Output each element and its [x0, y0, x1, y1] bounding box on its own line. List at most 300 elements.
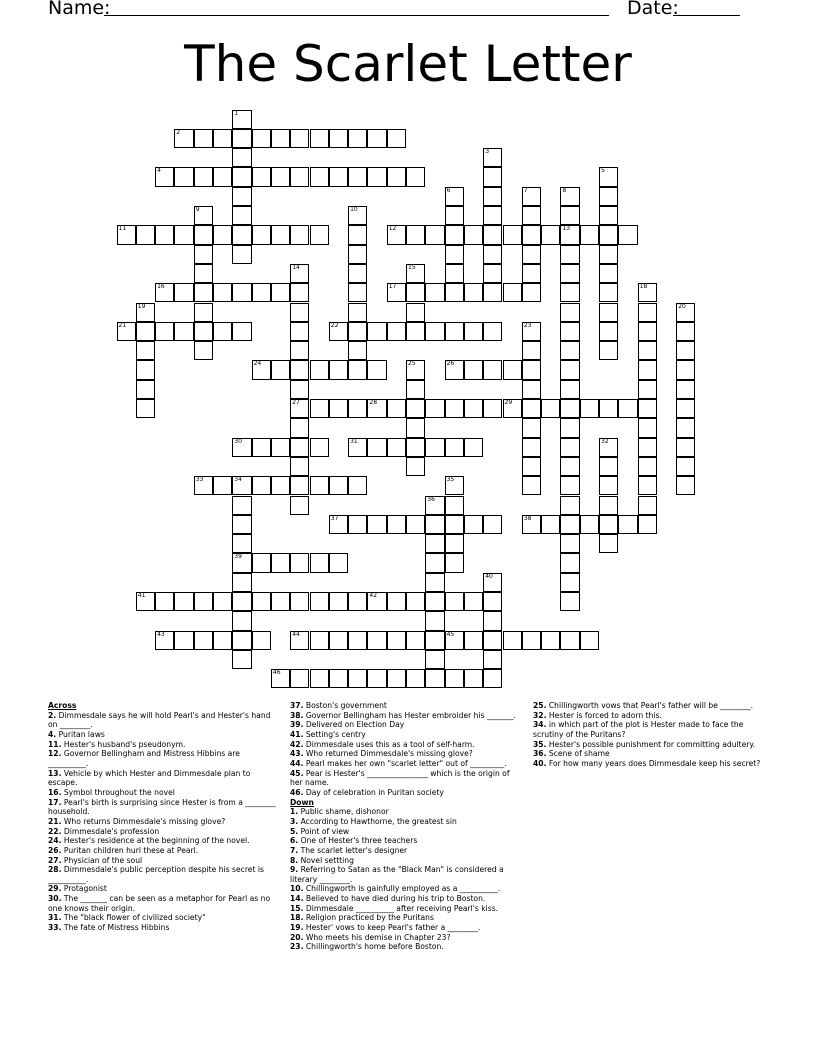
grid-cell[interactable]: [599, 457, 618, 476]
grid-cell[interactable]: [406, 264, 425, 283]
grid-cell[interactable]: [252, 438, 271, 457]
grid-cell[interactable]: [290, 225, 309, 244]
grid-cell[interactable]: [638, 496, 657, 515]
grid-cell[interactable]: [310, 399, 329, 418]
grid-cell[interactable]: [329, 322, 348, 341]
grid-cell[interactable]: [232, 245, 251, 264]
grid-cell[interactable]: [638, 418, 657, 437]
grid-cell[interactable]: [599, 245, 618, 264]
grid-cell[interactable]: [329, 553, 348, 572]
grid-cell[interactable]: [367, 399, 386, 418]
grid-cell[interactable]: [232, 167, 251, 186]
grid-cell[interactable]: [638, 283, 657, 302]
grid-cell[interactable]: [252, 360, 271, 379]
grid-cell[interactable]: [599, 341, 618, 360]
grid-cell[interactable]: [271, 476, 290, 495]
grid-cell[interactable]: [541, 515, 560, 534]
grid-cell[interactable]: [136, 225, 155, 244]
grid-cell[interactable]: [464, 631, 483, 650]
grid-cell[interactable]: [522, 476, 541, 495]
grid-cell[interactable]: [464, 515, 483, 534]
grid-cell[interactable]: [425, 283, 444, 302]
grid-cell[interactable]: [541, 399, 560, 418]
grid-cell[interactable]: [425, 534, 444, 553]
grid-cell[interactable]: [348, 303, 367, 322]
grid-cell[interactable]: [310, 553, 329, 572]
grid-cell[interactable]: [367, 438, 386, 457]
grid-cell[interactable]: [560, 553, 579, 572]
grid-cell[interactable]: [194, 592, 213, 611]
grid-cell[interactable]: [406, 225, 425, 244]
grid-cell[interactable]: [232, 592, 251, 611]
grid-cell[interactable]: [348, 669, 367, 688]
grid-cell[interactable]: [387, 129, 406, 148]
grid-cell[interactable]: [599, 322, 618, 341]
grid-cell[interactable]: [522, 206, 541, 225]
grid-cell[interactable]: [310, 631, 329, 650]
grid-cell[interactable]: [560, 438, 579, 457]
grid-cell[interactable]: [638, 322, 657, 341]
grid-cell[interactable]: [194, 476, 213, 495]
grid-cell[interactable]: [425, 438, 444, 457]
grid-cell[interactable]: [387, 592, 406, 611]
grid-cell[interactable]: [348, 341, 367, 360]
grid-cell[interactable]: [445, 264, 464, 283]
grid-cell[interactable]: [213, 631, 232, 650]
grid-cell[interactable]: [445, 515, 464, 534]
grid-cell[interactable]: [271, 129, 290, 148]
grid-cell[interactable]: [618, 225, 637, 244]
grid-cell[interactable]: [232, 631, 251, 650]
grid-cell[interactable]: [580, 225, 599, 244]
grid-cell[interactable]: [483, 360, 502, 379]
grid-cell[interactable]: [194, 245, 213, 264]
grid-cell[interactable]: [560, 245, 579, 264]
grid-cell[interactable]: [271, 360, 290, 379]
grid-cell[interactable]: [387, 515, 406, 534]
grid-cell[interactable]: [232, 129, 251, 148]
grid-cell[interactable]: [348, 245, 367, 264]
grid-cell[interactable]: [676, 457, 695, 476]
grid-cell[interactable]: [406, 167, 425, 186]
grid-cell[interactable]: [310, 669, 329, 688]
grid-cell[interactable]: [232, 148, 251, 167]
grid-cell[interactable]: [599, 399, 618, 418]
grid-cell[interactable]: [310, 167, 329, 186]
grid-cell[interactable]: [290, 303, 309, 322]
grid-cell[interactable]: [155, 631, 174, 650]
grid-cell[interactable]: [367, 669, 386, 688]
grid-cell[interactable]: [290, 322, 309, 341]
grid-cell[interactable]: [676, 418, 695, 437]
grid-cell[interactable]: [136, 341, 155, 360]
grid-cell[interactable]: [560, 476, 579, 495]
grid-cell[interactable]: [483, 245, 502, 264]
grid-cell[interactable]: [483, 515, 502, 534]
grid-cell[interactable]: [367, 631, 386, 650]
grid-cell[interactable]: [348, 399, 367, 418]
grid-cell[interactable]: [445, 283, 464, 302]
grid-cell[interactable]: [329, 592, 348, 611]
grid-cell[interactable]: [174, 322, 193, 341]
grid-cell[interactable]: [522, 225, 541, 244]
grid-cell[interactable]: [348, 283, 367, 302]
grid-cell[interactable]: [348, 129, 367, 148]
grid-cell[interactable]: [213, 322, 232, 341]
grid-cell[interactable]: [599, 476, 618, 495]
grid-cell[interactable]: [638, 360, 657, 379]
grid-cell[interactable]: [522, 187, 541, 206]
grid-cell[interactable]: [155, 167, 174, 186]
grid-cell[interactable]: [271, 553, 290, 572]
grid-cell[interactable]: [252, 592, 271, 611]
grid-cell[interactable]: [252, 631, 271, 650]
grid-cell[interactable]: [445, 187, 464, 206]
grid-cell[interactable]: [348, 476, 367, 495]
grid-cell[interactable]: [445, 360, 464, 379]
grid-cell[interactable]: [290, 592, 309, 611]
grid-cell[interactable]: [560, 225, 579, 244]
grid-cell[interactable]: [445, 496, 464, 515]
grid-cell[interactable]: [310, 360, 329, 379]
grid-cell[interactable]: [387, 669, 406, 688]
grid-cell[interactable]: [618, 515, 637, 534]
grid-cell[interactable]: [136, 380, 155, 399]
grid-cell[interactable]: [367, 129, 386, 148]
grid-cell[interactable]: [213, 225, 232, 244]
grid-cell[interactable]: [560, 573, 579, 592]
grid-cell[interactable]: [367, 167, 386, 186]
grid-cell[interactable]: [194, 631, 213, 650]
grid-cell[interactable]: [290, 129, 309, 148]
grid-cell[interactable]: [483, 206, 502, 225]
grid-cell[interactable]: [522, 360, 541, 379]
grid-cell[interactable]: [213, 592, 232, 611]
grid-cell[interactable]: [387, 399, 406, 418]
grid-cell[interactable]: [310, 438, 329, 457]
grid-cell[interactable]: [271, 225, 290, 244]
grid-cell[interactable]: [599, 264, 618, 283]
grid-cell[interactable]: [464, 360, 483, 379]
grid-cell[interactable]: [406, 631, 425, 650]
grid-cell[interactable]: [194, 303, 213, 322]
grid-cell[interactable]: [194, 264, 213, 283]
grid-cell[interactable]: [290, 669, 309, 688]
grid-cell[interactable]: [136, 360, 155, 379]
grid-cell[interactable]: [290, 341, 309, 360]
grid-cell[interactable]: [483, 322, 502, 341]
grid-cell[interactable]: [329, 631, 348, 650]
grid-cell[interactable]: [580, 399, 599, 418]
grid-cell[interactable]: [464, 438, 483, 457]
grid-cell[interactable]: [445, 225, 464, 244]
grid-cell[interactable]: [348, 167, 367, 186]
grid-cell[interactable]: [329, 515, 348, 534]
grid-cell[interactable]: [638, 457, 657, 476]
grid-cell[interactable]: [271, 283, 290, 302]
grid-cell[interactable]: [310, 225, 329, 244]
grid-cell[interactable]: [348, 438, 367, 457]
grid-cell[interactable]: [290, 418, 309, 437]
grid-cell[interactable]: [348, 206, 367, 225]
grid-cell[interactable]: [252, 553, 271, 572]
grid-cell[interactable]: [290, 496, 309, 515]
grid-cell[interactable]: [387, 322, 406, 341]
grid-cell[interactable]: [483, 650, 502, 669]
grid-cell[interactable]: [290, 380, 309, 399]
grid-cell[interactable]: [676, 380, 695, 399]
grid-cell[interactable]: [425, 631, 444, 650]
grid-cell[interactable]: [232, 515, 251, 534]
grid-cell[interactable]: [464, 399, 483, 418]
grid-cell[interactable]: [638, 438, 657, 457]
grid-cell[interactable]: [136, 303, 155, 322]
grid-cell[interactable]: [522, 245, 541, 264]
grid-cell[interactable]: [445, 631, 464, 650]
grid-cell[interactable]: [348, 360, 367, 379]
grid-cell[interactable]: [425, 399, 444, 418]
grid-cell[interactable]: [560, 380, 579, 399]
grid-cell[interactable]: [522, 283, 541, 302]
grid-cell[interactable]: [271, 592, 290, 611]
grid-cell[interactable]: [676, 476, 695, 495]
grid-cell[interactable]: [464, 322, 483, 341]
grid-cell[interactable]: [503, 225, 522, 244]
grid-cell[interactable]: [348, 515, 367, 534]
grid-cell[interactable]: [174, 631, 193, 650]
grid-cell[interactable]: [310, 592, 329, 611]
grid-cell[interactable]: [194, 129, 213, 148]
grid-cell[interactable]: [483, 573, 502, 592]
grid-cell[interactable]: [522, 341, 541, 360]
grid-cell[interactable]: [541, 631, 560, 650]
grid-cell[interactable]: [155, 283, 174, 302]
grid-cell[interactable]: [194, 322, 213, 341]
grid-cell[interactable]: [560, 206, 579, 225]
grid-cell[interactable]: [290, 457, 309, 476]
grid-cell[interactable]: [406, 438, 425, 457]
grid-cell[interactable]: [676, 303, 695, 322]
grid-cell[interactable]: [290, 264, 309, 283]
grid-cell[interactable]: [522, 322, 541, 341]
grid-cell[interactable]: [425, 650, 444, 669]
grid-cell[interactable]: [290, 360, 309, 379]
grid-cell[interactable]: [174, 225, 193, 244]
grid-cell[interactable]: [560, 264, 579, 283]
grid-cell[interactable]: [483, 167, 502, 186]
grid-cell[interactable]: [445, 206, 464, 225]
grid-cell[interactable]: [560, 341, 579, 360]
grid-cell[interactable]: [348, 322, 367, 341]
grid-cell[interactable]: [503, 283, 522, 302]
grid-cell[interactable]: [329, 129, 348, 148]
grid-cell[interactable]: [406, 418, 425, 437]
grid-cell[interactable]: [329, 476, 348, 495]
grid-cell[interactable]: [599, 187, 618, 206]
grid-cell[interactable]: [522, 380, 541, 399]
grid-cell[interactable]: [406, 457, 425, 476]
grid-cell[interactable]: [367, 592, 386, 611]
grid-cell[interactable]: [271, 438, 290, 457]
grid-cell[interactable]: [290, 438, 309, 457]
grid-cell[interactable]: [560, 360, 579, 379]
grid-cell[interactable]: [194, 206, 213, 225]
grid-cell[interactable]: [329, 167, 348, 186]
grid-cell[interactable]: [599, 496, 618, 515]
grid-cell[interactable]: [290, 631, 309, 650]
grid-cell[interactable]: [560, 322, 579, 341]
grid-cell[interactable]: [522, 515, 541, 534]
grid-cell[interactable]: [290, 399, 309, 418]
grid-cell[interactable]: [560, 515, 579, 534]
grid-cell[interactable]: [541, 225, 560, 244]
grid-cell[interactable]: [618, 399, 637, 418]
grid-cell[interactable]: [232, 322, 251, 341]
grid-cell[interactable]: [194, 341, 213, 360]
grid-cell[interactable]: [599, 515, 618, 534]
grid-cell[interactable]: [425, 496, 444, 515]
grid-cell[interactable]: [483, 148, 502, 167]
grid-cell[interactable]: [560, 534, 579, 553]
grid-cell[interactable]: [483, 283, 502, 302]
grid-cell[interactable]: [676, 360, 695, 379]
grid-cell[interactable]: [387, 631, 406, 650]
grid-cell[interactable]: [136, 592, 155, 611]
grid-cell[interactable]: [522, 631, 541, 650]
grid-cell[interactable]: [676, 438, 695, 457]
grid-cell[interactable]: [676, 322, 695, 341]
grid-cell[interactable]: [599, 283, 618, 302]
grid-cell[interactable]: [503, 631, 522, 650]
grid-cell[interactable]: [117, 225, 136, 244]
grid-cell[interactable]: [387, 438, 406, 457]
grid-cell[interactable]: [232, 534, 251, 553]
grid-cell[interactable]: [503, 360, 522, 379]
grid-cell[interactable]: [252, 129, 271, 148]
grid-cell[interactable]: [213, 476, 232, 495]
grid-cell[interactable]: [232, 225, 251, 244]
grid-cell[interactable]: [232, 573, 251, 592]
grid-cell[interactable]: [445, 399, 464, 418]
grid-cell[interactable]: [522, 457, 541, 476]
grid-cell[interactable]: [194, 225, 213, 244]
grid-cell[interactable]: [348, 592, 367, 611]
grid-cell[interactable]: [387, 167, 406, 186]
grid-cell[interactable]: [406, 322, 425, 341]
grid-cell[interactable]: [252, 167, 271, 186]
grid-cell[interactable]: [445, 322, 464, 341]
grid-cell[interactable]: [638, 303, 657, 322]
grid-cell[interactable]: [406, 303, 425, 322]
grid-cell[interactable]: [406, 380, 425, 399]
grid-cell[interactable]: [560, 283, 579, 302]
grid-cell[interactable]: [445, 476, 464, 495]
grid-cell[interactable]: [676, 341, 695, 360]
grid-cell[interactable]: [406, 283, 425, 302]
grid-cell[interactable]: [329, 360, 348, 379]
grid-cell[interactable]: [290, 167, 309, 186]
grid-cell[interactable]: [464, 283, 483, 302]
grid-cell[interactable]: [445, 438, 464, 457]
grid-cell[interactable]: [560, 631, 579, 650]
grid-cell[interactable]: [560, 592, 579, 611]
grid-cell[interactable]: [117, 322, 136, 341]
grid-cell[interactable]: [464, 225, 483, 244]
grid-cell[interactable]: [580, 515, 599, 534]
grid-cell[interactable]: [425, 592, 444, 611]
grid-cell[interactable]: [599, 534, 618, 553]
grid-cell[interactable]: [425, 669, 444, 688]
grid-cell[interactable]: [174, 167, 193, 186]
grid-cell[interactable]: [445, 245, 464, 264]
grid-cell[interactable]: [638, 399, 657, 418]
grid-cell[interactable]: [522, 418, 541, 437]
grid-cell[interactable]: [638, 341, 657, 360]
grid-cell[interactable]: [232, 650, 251, 669]
grid-cell[interactable]: [638, 476, 657, 495]
grid-cell[interactable]: [232, 553, 251, 572]
grid-cell[interactable]: [425, 611, 444, 630]
grid-cell[interactable]: [638, 380, 657, 399]
grid-cell[interactable]: [136, 322, 155, 341]
grid-cell[interactable]: [599, 225, 618, 244]
grid-cell[interactable]: [174, 592, 193, 611]
grid-cell[interactable]: [599, 167, 618, 186]
grid-cell[interactable]: [483, 631, 502, 650]
grid-cell[interactable]: [194, 167, 213, 186]
grid-cell[interactable]: [213, 129, 232, 148]
grid-cell[interactable]: [310, 129, 329, 148]
grid-cell[interactable]: [425, 553, 444, 572]
grid-cell[interactable]: [445, 553, 464, 572]
grid-cell[interactable]: [483, 264, 502, 283]
grid-cell[interactable]: [232, 187, 251, 206]
grid-cell[interactable]: [483, 399, 502, 418]
grid-cell[interactable]: [232, 283, 251, 302]
grid-cell[interactable]: [252, 225, 271, 244]
grid-cell[interactable]: [483, 592, 502, 611]
grid-cell[interactable]: [213, 283, 232, 302]
grid-cell[interactable]: [406, 399, 425, 418]
grid-cell[interactable]: [310, 476, 329, 495]
grid-cell[interactable]: [483, 611, 502, 630]
grid-cell[interactable]: [522, 438, 541, 457]
grid-cell[interactable]: [367, 360, 386, 379]
grid-cell[interactable]: [290, 476, 309, 495]
grid-cell[interactable]: [560, 399, 579, 418]
grid-cell[interactable]: [367, 515, 386, 534]
grid-cell[interactable]: [425, 573, 444, 592]
grid-cell[interactable]: [155, 322, 174, 341]
grid-cell[interactable]: [348, 264, 367, 283]
grid-cell[interactable]: [232, 438, 251, 457]
grid-cell[interactable]: [155, 225, 174, 244]
grid-cell[interactable]: [406, 360, 425, 379]
grid-cell[interactable]: [271, 669, 290, 688]
grid-cell[interactable]: [348, 225, 367, 244]
grid-cell[interactable]: [290, 283, 309, 302]
grid-cell[interactable]: [522, 264, 541, 283]
grid-cell[interactable]: [425, 225, 444, 244]
grid-cell[interactable]: [503, 399, 522, 418]
grid-cell[interactable]: [271, 167, 290, 186]
grid-cell[interactable]: [387, 225, 406, 244]
grid-cell[interactable]: [560, 303, 579, 322]
grid-cell[interactable]: [560, 457, 579, 476]
grid-cell[interactable]: [483, 187, 502, 206]
grid-cell[interactable]: [445, 534, 464, 553]
grid-cell[interactable]: [252, 476, 271, 495]
